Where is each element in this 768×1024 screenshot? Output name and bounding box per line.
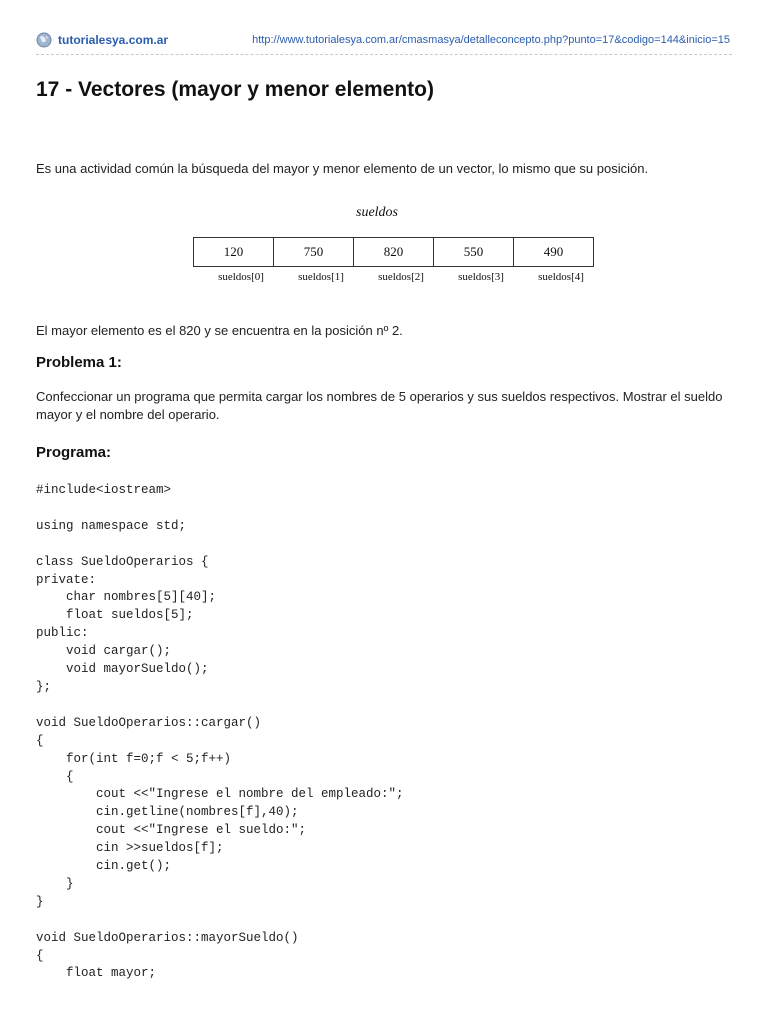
array-cell: 750 — [273, 238, 353, 266]
array-index-label: sueldos[2] — [378, 271, 424, 283]
globe-icon — [36, 32, 52, 48]
intro-paragraph: Es una actividad común la búsqueda del mayor y menor elemento de un vector, lo mismo que su posición. — [36, 161, 649, 176]
result-paragraph: El mayor elemento es el 820 y se encuentra en la posición nº 2. — [36, 323, 403, 338]
array-diagram — [193, 237, 594, 267]
site-link[interactable] — [36, 32, 168, 48]
array-cell: 120 — [223, 244, 244, 259]
program-heading: Programa: — [36, 444, 112, 461]
array-cell: 550 — [433, 238, 513, 266]
array-index-label: sueldos[3] — [458, 271, 504, 283]
array-index-label: sueldos[0] — [218, 271, 264, 283]
array-index-labels — [201, 271, 601, 283]
array-name-label: sueldos — [356, 205, 398, 220]
page-title: 17 - Vectores (mayor y menor elemento) — [36, 78, 434, 101]
site-name: tutorialesya.com.ar — [58, 33, 169, 47]
array-index-label: sueldos[1] — [298, 271, 344, 283]
page-url-link[interactable]: http://www.tutorialesya.com.ar/cmasmasya/detalleconcepto.php?punto=17&codigo=144&inicio=15 — [252, 34, 730, 46]
array-index-label: sueldos[4] — [538, 271, 584, 283]
array-cell: 820 — [353, 238, 433, 266]
page-header — [36, 30, 732, 55]
problem-paragraph: Confeccionar un programa que permita cargar los nombres de 5 operarios y sus sueldos respectivos. Mostrar el sueldo mayor y el nombre del operario. — [36, 389, 723, 422]
problem-heading: Problema 1: — [36, 354, 122, 371]
array-cell: 490 — [513, 238, 593, 266]
code-block: #include<iostream> using namespace std; class SueldoOperarios { private: char nombres[5][40]; float sueldos[5]; public: void cargar(); void mayorSueldo(); }; void SueldoOperarios::cargar() { for(int f=0;f < 5;f++) { cout <<"Ingrese el nombre del empleado:"; cin.getline(nombres[f],40); cout <<"Ingrese el sueldo:"; cin >>sueldos[f]; cin.get(); } } void SueldoOperarios::mayorSueldo() { float mayor; — [36, 483, 404, 981]
